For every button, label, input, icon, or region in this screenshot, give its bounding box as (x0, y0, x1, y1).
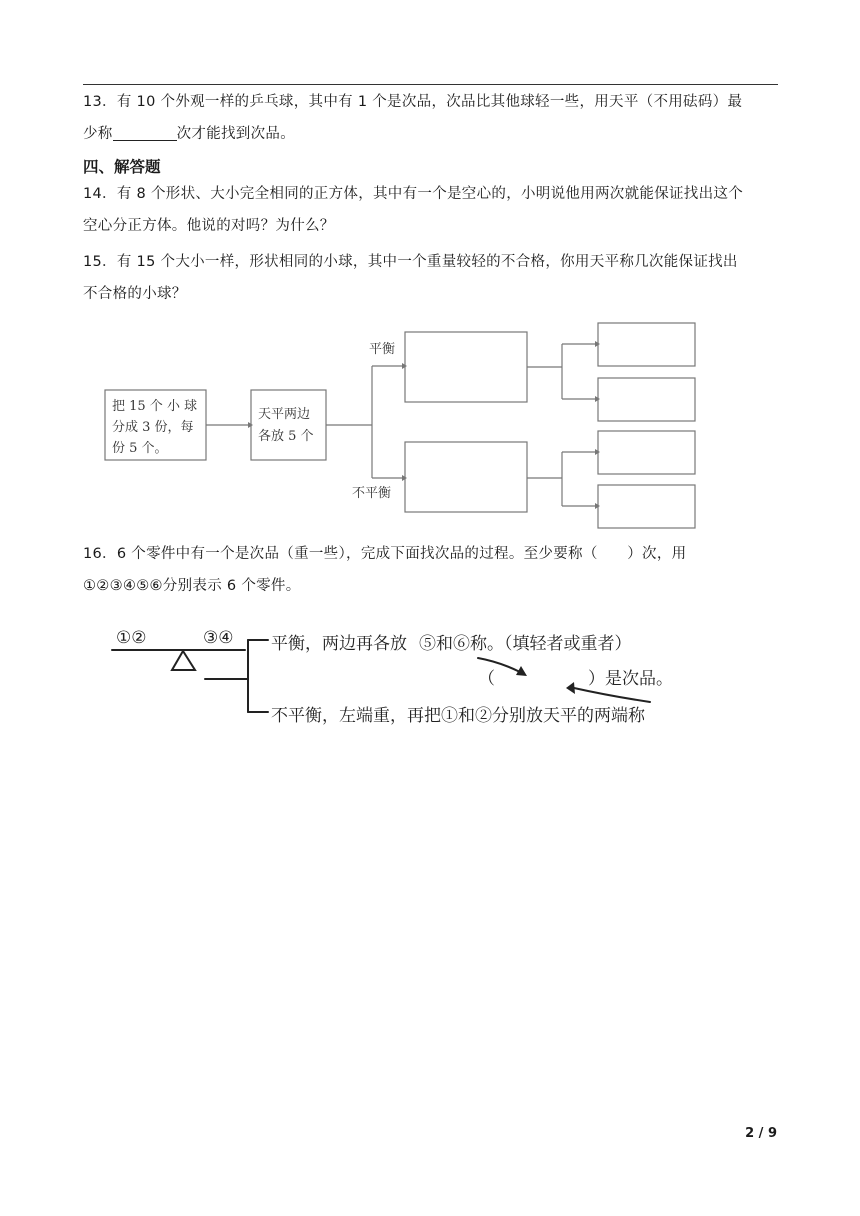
q15-line2: 不合格的小球？ (83, 286, 187, 302)
answer-paren-open: （ (478, 669, 495, 689)
q15-line1: 15．有 15 个大小一样，形状相同的小球，其中一个重量较轻的不合格，你用天平称几次能保证找出 (83, 254, 738, 270)
arrow-left-icon (574, 688, 650, 702)
section-title: 四、解答题 (83, 158, 161, 176)
box1-line3: 份 5 个。 (112, 441, 168, 456)
q14-line2: 空心分正方体。他说的对吗？为什么？ (83, 218, 335, 234)
box2-line1: 天平两边 (258, 407, 311, 422)
branch-unbalance-text: 不平衡，左端重，再把①和②分别放天平的两端称 (271, 706, 645, 726)
page-number: 2 / 9 (745, 1126, 777, 1141)
balance-fulcrum-icon (172, 651, 195, 670)
left-pan-label: ①② (116, 628, 147, 648)
q16-line1: 16．6 个零件中有一个是次品（重一些），完成下面找次品的过程。至少要称（ ）次，用 (83, 546, 687, 562)
box2-line2: 各放 5 个 (258, 429, 314, 444)
box1-line2: 分成 3 份，每 (112, 420, 194, 435)
branch-balance-text-a: 平衡，两边再各放 (271, 634, 407, 654)
label-balance: 平衡 (369, 342, 396, 357)
q13-line2: 少称 次才能找到次品。 (83, 118, 783, 150)
label-unbalance: 不平衡 (352, 486, 392, 501)
q14-line1: 14．有 8 个形状、大小完全相同的正方体，其中有一个是空心的，小明说他用两次就能保证找出这个 (83, 186, 743, 202)
branch-balance-text-b: ⑤和⑥称。（填轻者或重者） (419, 634, 632, 654)
right-pan-label: ③④ (203, 628, 234, 648)
answer-paren-close: ）是次品。 (588, 669, 673, 689)
box1-line1: 把 15 个 小 球 (112, 399, 198, 414)
q16-line2: ①②③④⑤⑥分别表示 6 个零件。 (83, 578, 301, 594)
q13-line1: 13．有 10 个外观一样的乒乓球，其中有 1 个是次品，次品比其他球轻一些，用天平（不用砝码）最 (83, 94, 743, 110)
